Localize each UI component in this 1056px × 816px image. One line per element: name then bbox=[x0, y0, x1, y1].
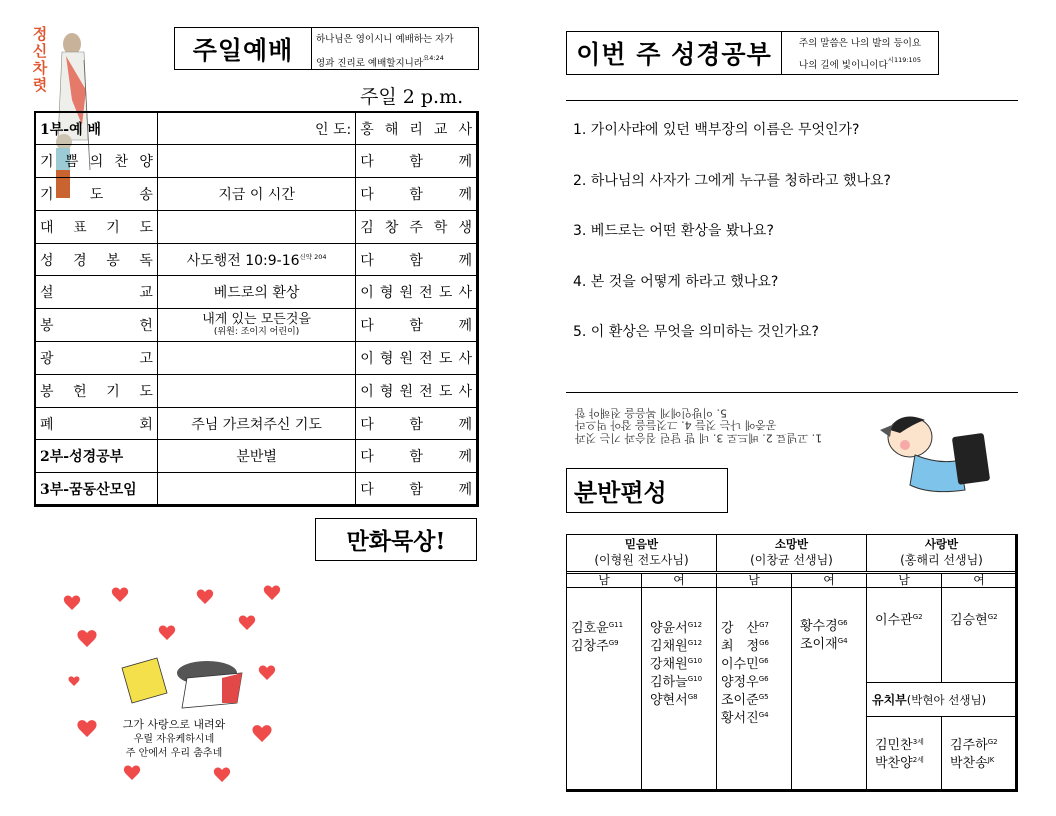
student-name: 김하늘$^{G10}$ bbox=[650, 675, 703, 690]
order-item: 기 도 송 bbox=[35, 178, 157, 211]
study-verse-ref: 시119:105 bbox=[887, 56, 921, 64]
order-row bbox=[35, 342, 478, 375]
order-row bbox=[35, 407, 478, 440]
scripture-page: 신약 204 bbox=[299, 252, 327, 261]
question-item: 3. 베드로는 어떤 환상을 봤나요? bbox=[573, 223, 774, 239]
class-teacher: (홍해리 선생님) bbox=[900, 553, 983, 567]
order-leader: 다 함 께 bbox=[356, 145, 478, 178]
student-name: 양현서$^{G8}$ bbox=[650, 693, 698, 708]
student-name: 양정우$^{G6}$ bbox=[721, 675, 769, 690]
class-header-love bbox=[867, 535, 1016, 571]
order-detail: 베드로의 환상 bbox=[157, 276, 355, 309]
class-division-table bbox=[566, 534, 1018, 792]
gender-male: 남 bbox=[717, 574, 792, 587]
kindergarten-name: 유치부 bbox=[872, 693, 907, 707]
study-verse-line2: 나의 길에 빛이니이다 bbox=[799, 60, 888, 71]
order-detail: 분반별 bbox=[157, 440, 355, 473]
worship-verse-line1: 하나님은 영이시니 예배하는 자가 bbox=[316, 34, 454, 45]
order-row bbox=[35, 440, 478, 473]
order-row bbox=[35, 309, 478, 342]
class-header-faith bbox=[567, 535, 717, 571]
order-leader: 이 형 원 전 도 사 bbox=[356, 342, 478, 375]
cartoon-caption-line3: 주 안에서 우리 춤추네 bbox=[125, 748, 223, 759]
class-name: 소망반 bbox=[774, 537, 809, 551]
order-detail bbox=[157, 342, 355, 375]
gender-male: 남 bbox=[867, 574, 942, 587]
hope-boys-list bbox=[717, 588, 792, 790]
class-division-title: 분반편성 bbox=[566, 468, 728, 513]
cartoon-caption-line1: 그가 사랑으로 내려와 bbox=[122, 718, 226, 731]
order-leader: 다 함 께 bbox=[356, 407, 478, 440]
student-name: 이수민$^{G6}$ bbox=[721, 657, 769, 672]
worship-title: 주일예배 bbox=[175, 28, 312, 69]
student-name: 조이준$^{G5}$ bbox=[721, 693, 769, 708]
gender-female: 여 bbox=[642, 574, 717, 587]
student-name: 강채원$^{G10}$ bbox=[650, 657, 703, 672]
order-detail bbox=[157, 243, 355, 276]
order-detail bbox=[157, 374, 355, 407]
kindergarten-teacher: (박현아 선생님) bbox=[906, 692, 987, 707]
student-name: 김주하$^{G2}$ bbox=[950, 738, 998, 753]
worship-time: 주일 2 p.m. bbox=[360, 86, 464, 108]
student-name: 김민찬$^{3세}$ bbox=[875, 738, 924, 753]
question-item: 4. 본 것을 어떻게 하라고 했나요? bbox=[573, 273, 779, 290]
order-detail bbox=[157, 210, 355, 243]
order-row bbox=[35, 374, 478, 407]
order-item: 폐 회 bbox=[35, 407, 157, 440]
order-row bbox=[35, 276, 478, 309]
order-item: 1부-예 배 bbox=[35, 112, 157, 145]
hope-girls-list bbox=[792, 588, 867, 790]
order-leader: 다 함 께 bbox=[356, 243, 478, 276]
order-detail: 주님 가르쳐주신 기도 bbox=[157, 407, 355, 440]
order-item: 2부-성경공부 bbox=[35, 440, 157, 473]
student-name: 조이재$^{G4}$ bbox=[800, 637, 848, 652]
question-item: 2. 하나님의 사자가 그에게 누구를 청하라고 했나요? bbox=[573, 172, 891, 189]
class-teacher: (이창균 선생님) bbox=[750, 553, 833, 567]
order-item: 대 표 기 도 bbox=[35, 210, 157, 243]
order-leader: 홍 해 리 교 사 bbox=[356, 112, 478, 145]
order-leader: 다 함 께 bbox=[356, 440, 478, 473]
class-name: 믿음반 bbox=[624, 537, 659, 551]
gender-header-row bbox=[567, 571, 1015, 588]
worship-verse bbox=[312, 28, 478, 69]
upside-down-answers bbox=[575, 406, 855, 444]
student-name: 이수관$^{G2}$ bbox=[875, 613, 923, 628]
answer-line: 공중에 나는 것들 4. 그것들을 잡아 먹으라 bbox=[575, 419, 777, 432]
student-name: 강 산$^{G7}$ bbox=[721, 621, 770, 636]
offering-song: 내게 있는 모든것을 bbox=[202, 312, 311, 328]
order-row bbox=[35, 145, 478, 178]
student-name: 박찬송$^{JK}$ bbox=[950, 756, 995, 771]
bible-study-verse bbox=[782, 32, 938, 74]
kindergarten-left-list bbox=[867, 717, 942, 790]
order-row bbox=[35, 243, 478, 276]
order-item: 봉 헌 기 도 bbox=[35, 374, 157, 407]
order-item: 광 고 bbox=[35, 342, 157, 375]
study-verse-line1: 주의 말씀은 나의 발의 등이요 bbox=[798, 38, 922, 49]
gender-male: 남 bbox=[567, 574, 642, 587]
scripture-reference: 사도행전 10:9-16 bbox=[186, 252, 300, 269]
worship-verse-ref: 요4:24 bbox=[423, 54, 444, 62]
student-name: 황수경$^{G6}$ bbox=[800, 619, 848, 634]
gender-female: 여 bbox=[792, 574, 867, 587]
order-item: 설 교 bbox=[35, 276, 157, 309]
answer-line: 1. 고넬료 2. 베드로 3. 네 발 달린 짐승과 기는 것과 bbox=[575, 431, 823, 445]
student-name: 김승현$^{G2}$ bbox=[950, 613, 998, 628]
class-header-hope bbox=[717, 535, 867, 571]
order-leader: 이 형 원 전 도 사 bbox=[356, 276, 478, 309]
order-leader: 다 함 께 bbox=[356, 309, 478, 342]
worship-verse-line2: 영과 진리로 예배할지니라 bbox=[316, 58, 423, 69]
order-item: 성 경 봉 독 bbox=[35, 243, 157, 276]
student-name: 최 정$^{G6}$ bbox=[721, 639, 770, 654]
student-name: 김호윤$^{G11}$ bbox=[571, 621, 624, 636]
student-name: 김채원$^{G12}$ bbox=[650, 639, 703, 654]
divider-top bbox=[566, 100, 1018, 101]
student-name: 황서진$^{G4}$ bbox=[721, 711, 769, 726]
question-item: 5. 이 환상은 무엇을 의미하는 것인가요? bbox=[573, 324, 819, 340]
cartoon-caption-line2: 우릴 자유케하시네 bbox=[133, 734, 215, 745]
hearts-cartoon-illustration bbox=[62, 578, 287, 783]
question-list bbox=[573, 120, 1023, 373]
order-detail bbox=[157, 309, 355, 342]
boy-reading-bible-illustration bbox=[870, 405, 1010, 500]
divider-bottom bbox=[566, 392, 1018, 393]
order-row bbox=[35, 178, 478, 211]
order-detail: 지금 이 시간 bbox=[157, 178, 355, 211]
student-name: 양윤서$^{G12}$ bbox=[650, 621, 703, 636]
love-boys-list bbox=[867, 588, 942, 682]
student-name: 박찬양$^{2세}$ bbox=[875, 756, 924, 771]
student-name: 김창주$^{G9}$ bbox=[571, 639, 619, 654]
kindergarten-right-list bbox=[942, 717, 1016, 790]
cartoon-meditation-title: 만화묵상! bbox=[315, 518, 477, 561]
order-row bbox=[35, 112, 478, 145]
order-leader: 다 함 께 bbox=[356, 473, 478, 506]
gender-female: 여 bbox=[973, 573, 985, 587]
faith-boys-list bbox=[567, 588, 642, 790]
order-row bbox=[35, 473, 478, 506]
kindergarten-header bbox=[866, 682, 1016, 717]
order-leader: 다 함 께 bbox=[356, 178, 478, 211]
order-row bbox=[35, 210, 478, 243]
order-leader: 김 창 주 학 생 bbox=[356, 210, 478, 243]
order-detail bbox=[157, 145, 355, 178]
class-name: 사랑반 bbox=[924, 537, 959, 551]
bible-study-title-box bbox=[566, 31, 939, 75]
love-girls-list bbox=[942, 588, 1016, 682]
faith-girls-list bbox=[642, 588, 717, 790]
offering-committee: (위원: 조이지 어린이) bbox=[213, 327, 300, 338]
answer-line: 5. 이방인에게 복음을 전해야 함 bbox=[575, 406, 727, 420]
order-detail bbox=[157, 473, 355, 506]
order-item: 3부-꿈동산모임 bbox=[35, 473, 157, 506]
bible-study-title: 이번 주 성경공부 bbox=[567, 32, 782, 74]
worship-title-box bbox=[174, 27, 479, 70]
worship-order-table bbox=[34, 111, 479, 507]
order-item: 봉 헌 bbox=[35, 309, 157, 342]
side-title-vertical: 정신차렷 bbox=[32, 25, 48, 94]
question-item: 1. 가이사랴에 있던 백부장의 이름은 무엇인가? bbox=[573, 122, 860, 138]
order-leader: 이 형 원 전 도 사 bbox=[356, 374, 478, 407]
order-item: 기 쁨 의 찬 양 bbox=[35, 145, 157, 178]
class-teacher: (이형원 전도사님) bbox=[594, 553, 689, 567]
order-detail: 인 도: bbox=[157, 112, 355, 145]
